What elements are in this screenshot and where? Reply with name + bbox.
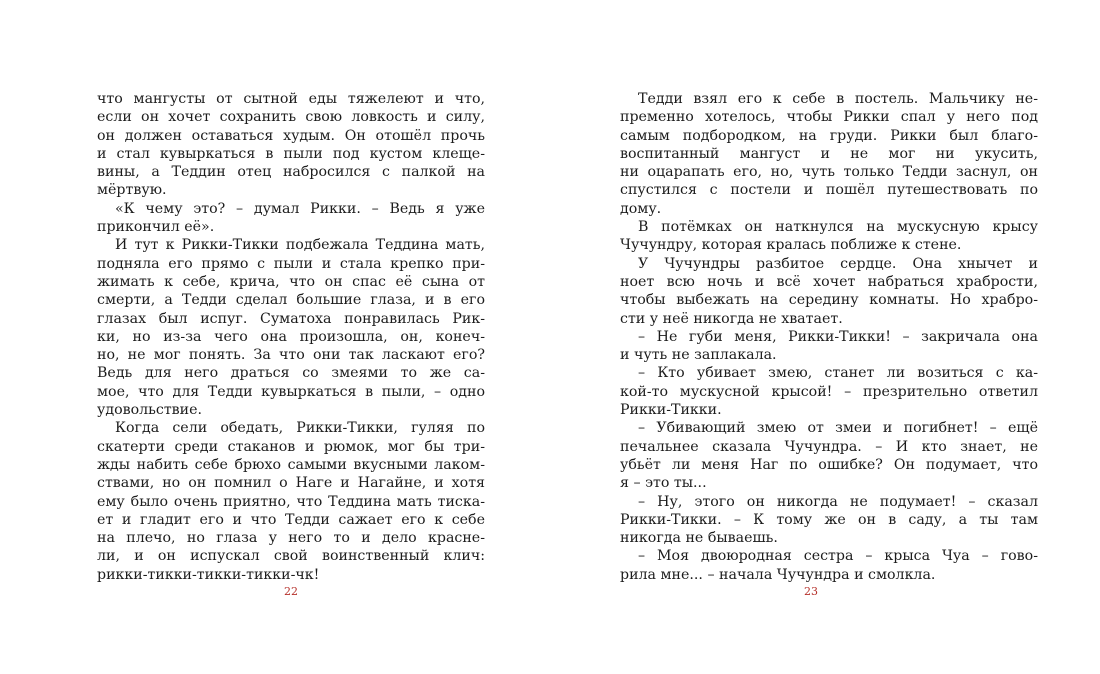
text-line: кой-то мускусной крысой! – презрительно ответил <box>620 383 1038 400</box>
text-line: ли, и он испускал свой воинственный клич: <box>97 548 485 565</box>
text-line: и чуть не заплакала. <box>620 347 777 364</box>
text-line: чтобы выбежать на середину комнаты. Но храбро- <box>620 292 1038 309</box>
text-line: смерти, а Тедди сделал большие глаза, и в его <box>97 292 485 309</box>
text-line: скатерти среди стаканов и рюмок, мог бы три- <box>97 438 485 455</box>
text-line: жимать к себе, крича, что он спас её сына от <box>97 273 485 290</box>
text-line: подняла его прямо с пыли и стала крепко при- <box>97 255 485 272</box>
text-line: Ведь для него драться со змеями то же са- <box>97 365 485 382</box>
left-page-text <box>97 90 485 584</box>
text-line: – Не губи меня, Рикки-Тикки! – закричала она <box>638 328 1038 345</box>
text-line: рикки-тикки-тикки-тикки-чк! <box>97 566 320 583</box>
text-line: если он хочет сохранить свою ловкость и силу, <box>97 109 485 126</box>
text-line: – Ну, этого он никогда не подумает! – сказал <box>638 493 1038 510</box>
text-line: воспитанный мангуст и не мог ни укусить, <box>620 145 1038 162</box>
text-line: глазах был испуг. Суматоха понравилась Рик- <box>97 310 485 327</box>
text-line: ему было очень приятно, что Теддина мать тиска- <box>97 493 485 510</box>
text-line: В потёмках он наткнулся на мускусную крысу <box>638 219 1038 236</box>
text-line: И тут к Рикки-Тикки подбежала Теддина мать, <box>115 237 485 254</box>
text-line: Рикки-Тикки. – К тому же он в саду, а ты там <box>620 511 1038 528</box>
text-line: вины, а Теддин отец набросился с палкой на <box>97 164 485 181</box>
text-line: ни оцарапать его, но, чуть только Тедди заснул, он <box>620 164 1038 181</box>
text-line: сти у неё никогда не хватает. <box>620 310 843 327</box>
text-line: У Чучундры разбитое сердце. Она хнычет и <box>638 255 1038 272</box>
text-line: мое, что для Тедди кувыркаться в пыли, – одно <box>97 383 485 400</box>
text-line: Рикки-Тикки. <box>620 402 722 419</box>
text-line: жды набить себе брюхо самыми вкусными лаком- <box>97 456 485 473</box>
text-line: – Убивающий змею от змеи и погибнет! – ещё <box>638 420 1038 437</box>
text-line: ствами, но он помнил о Наге и Нагайне, и хотя <box>97 475 485 492</box>
text-line: он должен оставаться худым. Он отошёл прочь <box>97 127 485 144</box>
text-line: – Кто убивает змею, станет ли возиться с ка- <box>638 365 1038 382</box>
text-line: дому. <box>620 200 662 217</box>
text-line: печальнее сказала Чучундра. – И кто знает, не <box>620 438 1038 455</box>
text-line: удовольствие. <box>97 402 203 419</box>
text-line: никогда не бываешь. <box>620 530 778 547</box>
text-line: убьёт ли меня Наг по ошибке? Он подумает, что <box>620 456 1038 473</box>
page-number: 22 <box>284 585 298 598</box>
text-line: – Моя двоюродная сестра – крыса Чуа – гово- <box>638 548 1038 565</box>
text-line: ет и гладит его и что Тедди сажает его к себе <box>97 511 485 528</box>
right-page-text <box>620 90 1038 584</box>
right-page <box>550 0 1100 674</box>
text-line: мёртвую. <box>97 182 167 199</box>
text-line: спустился с постели и пошёл путешествовать по <box>620 182 1038 199</box>
text-line: ки, но из-за чего она произошла, он, конеч- <box>97 328 485 345</box>
text-line: рила мне... – начала Чучундра и смолкла. <box>620 566 936 583</box>
text-line: самым подбородком, на груди. Рикки был благо- <box>620 127 1038 144</box>
text-line: ноет всю ночь и всё хочет набраться храбрости, <box>620 273 1038 290</box>
text-line: я – это ты... <box>620 475 707 492</box>
text-line: «К чему это? – думал Рикки. – Ведь я уже <box>115 200 485 217</box>
text-line: пременно хотелось, чтобы Рикки спал у него под <box>620 109 1038 126</box>
text-line: Тедди взял его к себе в постель. Мальчику не- <box>638 91 1038 107</box>
text-line: что мангусты от сытной еды тяжелеют и что, <box>97 91 485 107</box>
text-line: Чучундру, которая кралась поближе к стене. <box>620 237 962 254</box>
page-number: 23 <box>804 585 818 598</box>
text-line: и стал кувыркаться в пыли под кустом клеще- <box>97 145 485 162</box>
text-line: на плечо, но глаза у него то и дело красне- <box>97 530 485 547</box>
text-line: но, не мог понять. За что они так ласкают его? <box>97 347 485 364</box>
text-line: Когда сели обедать, Рикки-Тикки, гуляя по <box>115 420 485 437</box>
text-line: прикончил её». <box>97 219 215 236</box>
